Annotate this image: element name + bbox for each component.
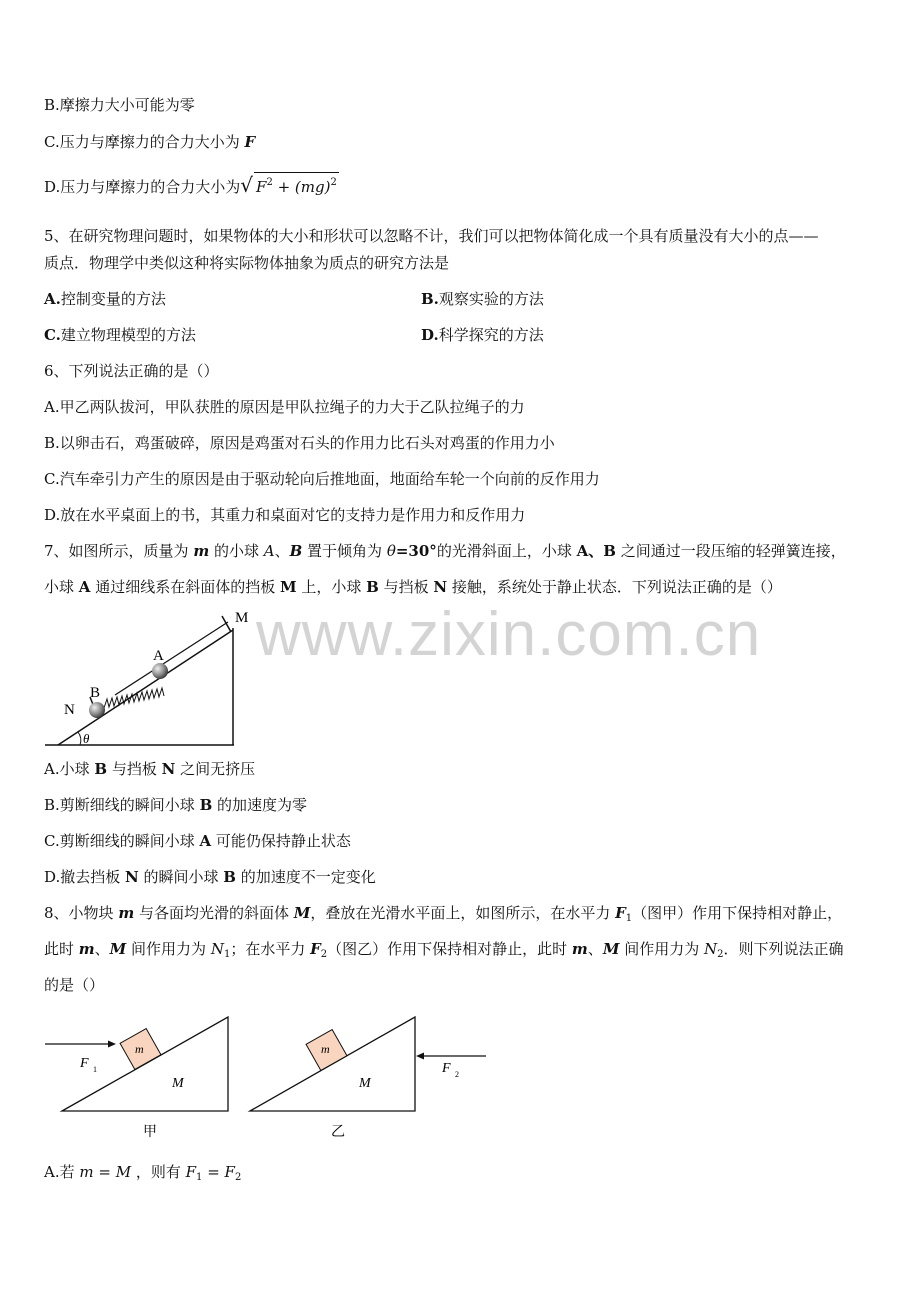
text-segment: ，则有	[131, 1163, 186, 1181]
text-segment: D.	[421, 326, 439, 344]
text-segment: m	[193, 542, 210, 560]
text-segment: 间作用力为	[126, 940, 211, 958]
text-segment: N	[161, 760, 176, 778]
text-segment: 1	[223, 949, 231, 960]
formula-mg: + (mg)	[272, 178, 331, 196]
text-segment: A	[78, 578, 91, 596]
arrow-head	[416, 1053, 424, 1060]
text-segment: 、	[587, 940, 603, 958]
incline-line	[58, 630, 233, 745]
text-segment: 的小球	[209, 542, 264, 560]
text-segment: D.撤去挡板	[44, 868, 126, 886]
text-segment: B.	[421, 290, 439, 308]
text-segment: ；在水平力	[230, 940, 311, 958]
label-F1-sub: 1	[93, 1065, 97, 1074]
text-segment: 上，小球	[296, 578, 367, 596]
text-segment: D.放在水平桌面上的书，其重力和桌面对它的支持力是作用力和反作用力	[44, 506, 526, 524]
text-segment: m	[118, 904, 135, 922]
text-segment: 通过细线系在斜面体的挡板	[90, 578, 280, 596]
text-segment: A、B	[576, 542, 616, 560]
text-segment: F	[244, 133, 256, 151]
text-segment: θ	[386, 542, 396, 560]
text-segment: 2	[320, 949, 328, 960]
option-text: D.压力与摩擦力的合力大小为	[44, 178, 241, 196]
text-segment: 2	[717, 949, 724, 960]
text-segment: 接触，系统处于静止状态．下列说法正确的是（）	[447, 578, 782, 596]
text-segment: F	[310, 940, 321, 958]
text-segment: ．则下列说法正确	[723, 940, 844, 958]
text-segment: 5、在研究物理问题时，如果物体的大小和形状可以忽略不计，我们可以把物体简化成一个具有质量没有大小的点——	[44, 227, 819, 245]
angle-arc	[78, 732, 81, 745]
spring	[104, 688, 164, 708]
text-segment: 之间通过一段压缩的轻弹簧连接，	[615, 542, 846, 560]
text-segment: B	[289, 542, 303, 560]
text-segment: A.	[44, 290, 61, 308]
text-segment: B.剪断细线的瞬间小球	[44, 796, 200, 814]
text-segment: 、	[94, 940, 110, 958]
text-segment: =	[202, 1163, 225, 1181]
label-M: M	[172, 1076, 184, 1091]
text-segment: M	[115, 1163, 132, 1181]
text-segment: N	[210, 940, 224, 958]
text-segment: ，叠放在光滑水平面上，如图所示，在水平力	[310, 904, 616, 922]
text-segment: （图乙）作用下保持相对静止，此时	[327, 940, 572, 958]
text-segment: C.	[44, 326, 61, 344]
label-theta: θ	[83, 731, 90, 746]
text-segment: 此时	[44, 940, 79, 958]
incline-track	[115, 622, 228, 695]
text-segment: 1	[625, 913, 633, 924]
text-segment: 的光滑斜面上，小球	[436, 542, 577, 560]
text-segment: A	[263, 542, 275, 560]
text-segment: F	[224, 1163, 235, 1181]
text-segment: 的是（）	[44, 976, 105, 994]
text-segment: m	[79, 1163, 94, 1181]
text-segment: m	[78, 940, 95, 958]
label-M: M	[235, 610, 249, 626]
text-segment: N	[125, 868, 139, 886]
ball-A	[152, 663, 168, 679]
text-segment: B	[94, 760, 108, 778]
text-segment: B.以卵击石，鸡蛋破碎，原因是鸡蛋对石头的作用力比石头对鸡蛋的作用力小	[44, 434, 555, 452]
text-segment: 的加速度为零	[212, 796, 308, 814]
label-F2-sub: 2	[455, 1070, 459, 1079]
label-F2: F	[442, 1061, 451, 1076]
text-segment: 观察实验的方法	[438, 290, 544, 308]
watermark: www.zixin.com.cn	[256, 600, 762, 669]
text-segment: 之间无挤压	[175, 760, 256, 778]
text-segment: m	[571, 940, 588, 958]
text-segment: 间作用力为	[619, 940, 704, 958]
text-segment: M	[293, 904, 311, 922]
text-segment: B	[199, 796, 213, 814]
figure-incline-7	[45, 610, 248, 746]
text-segment: 可能仍保持静止状态	[211, 832, 351, 850]
text-segment: A.若	[44, 1163, 80, 1181]
text-segment: 与挡板	[378, 578, 434, 596]
label-F1: F	[80, 1056, 89, 1071]
text-segment: A.甲乙两队拔河，甲队获胜的原因是甲队拉绳子的力大于乙队拉绳子的力	[44, 398, 525, 416]
label-N: N	[64, 702, 75, 718]
text-segment: =	[93, 1163, 116, 1181]
text-segment: B.摩擦力大小可能为零	[44, 96, 195, 114]
text-segment: M	[109, 940, 127, 958]
text-segment: =30°	[395, 542, 437, 560]
text-segment: 1	[196, 1172, 203, 1183]
text-segment: 科学探究的方法	[438, 326, 544, 344]
text-segment: A	[199, 832, 212, 850]
text-segment: 与挡板	[107, 760, 162, 778]
text-segment: 建立物理模型的方法	[60, 326, 196, 344]
text-segment: F	[615, 904, 626, 922]
text-segment: 7、如图所示，质量为	[44, 542, 194, 560]
arrow-head	[108, 1041, 116, 1048]
text-segment: 的加速度不一定变化	[235, 868, 376, 886]
label-M: M	[359, 1076, 371, 1091]
text-segment: N	[703, 940, 718, 958]
text-segment: C.剪断细线的瞬间小球	[44, 832, 200, 850]
text-segment: 与各面均光滑的斜面体	[134, 904, 294, 922]
text-segment: 控制变量的方法	[60, 290, 166, 308]
text-segment: F	[185, 1163, 197, 1181]
plate-M	[222, 616, 231, 632]
label-m: m	[321, 1042, 330, 1056]
text-segment: C.压力与摩擦力的合力大小为	[44, 133, 245, 151]
label-A: A	[153, 648, 164, 664]
text-segment: A.小球	[44, 760, 95, 778]
formula-exp: 2	[330, 177, 337, 188]
text-segment: N	[433, 578, 448, 596]
text-segment: 小球	[44, 578, 79, 596]
ball-B	[89, 702, 105, 718]
text-segment: M	[279, 578, 297, 596]
text-segment: 2	[234, 1172, 242, 1183]
caption-jia: 甲	[143, 1125, 157, 1140]
text-segment: C.汽车牵引力产生的原因是由于驱动轮向后推地面，地面给车轮一个向前的反作用力	[44, 470, 600, 488]
text-segment: 8、小物块	[44, 904, 119, 922]
option-4d: D.压力与摩擦力的合力大小为√ $F^2 + (mg)^2$	[44, 173, 337, 197]
text-segment: （图甲）作用下保持相对静止，	[632, 904, 843, 922]
text-segment: 质点．物理学中类似这种将实际物体抽象为质点的研究方法是	[44, 254, 450, 272]
formula-F: F	[256, 178, 267, 196]
text-segment: 、	[274, 542, 290, 560]
text-segment: M	[602, 940, 620, 958]
text-segment: B	[366, 578, 379, 596]
text-segment: 6、下列说法正确的是（）	[44, 362, 219, 380]
text-segment: 置于倾角为	[302, 542, 387, 560]
caption-yi: 乙	[331, 1125, 345, 1140]
label-m: m	[135, 1042, 144, 1056]
label-B: B	[90, 685, 101, 701]
formula-exp: 2	[266, 177, 273, 188]
figure-8-yi	[250, 1017, 486, 1140]
text-segment: 的瞬间小球	[138, 868, 224, 886]
text-segment: B	[223, 868, 236, 886]
figure-8-jia	[45, 1017, 228, 1140]
